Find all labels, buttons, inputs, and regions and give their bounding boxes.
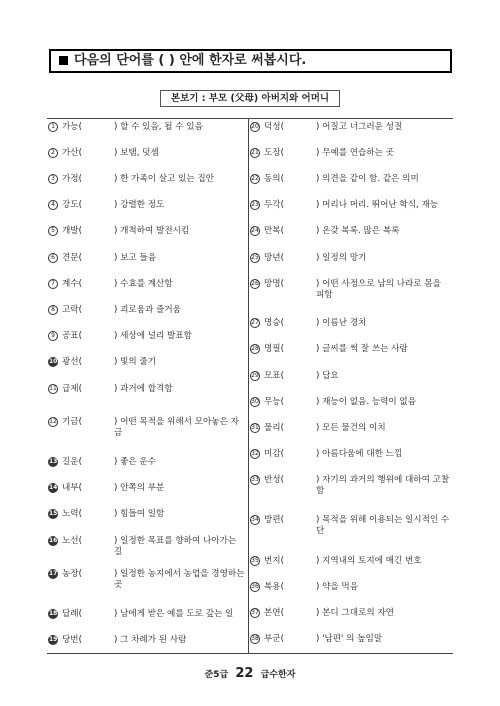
circled-number-icon: 25 xyxy=(251,254,259,261)
item-number xyxy=(250,608,263,619)
item-word: 덕성( xyxy=(264,122,284,132)
footer-level: 준5급 xyxy=(204,670,229,680)
column-divider xyxy=(248,118,249,653)
item-number xyxy=(48,609,61,620)
item-word: 본연( xyxy=(264,608,284,618)
item-number xyxy=(250,371,263,382)
item-number xyxy=(48,174,61,185)
item-word: 명승( xyxy=(264,318,284,328)
item-meaning: ) 어떤 목적을 위해서 모아놓은 자금 xyxy=(114,417,239,438)
item-word: 만복( xyxy=(264,226,284,236)
item-number xyxy=(48,279,61,290)
item-meaning: ) 빛의 줄기 xyxy=(114,357,157,367)
circled-number-icon: 22 xyxy=(251,175,259,182)
item-meaning: ) 머리나 머리. 뛰어난 학식, 재능 xyxy=(316,200,439,210)
item-word: 모표( xyxy=(264,371,284,381)
item-number xyxy=(48,357,61,368)
circled-number-icon: 15 xyxy=(49,510,58,517)
item-meaning: ) 남에게 받은 예를 도로 갚는 일 xyxy=(114,609,234,619)
circled-number-icon: 36 xyxy=(251,583,259,590)
item-number xyxy=(250,122,263,133)
item-meaning: ) 본디 그대로의 자연 xyxy=(316,608,394,618)
item-word: 농장( xyxy=(62,569,82,579)
circled-number-icon: 38 xyxy=(251,635,259,642)
item-word: 동의( xyxy=(264,174,284,184)
item-word: 가정( xyxy=(62,174,82,184)
circled-number-icon: 12 xyxy=(49,418,57,425)
circled-number-icon: 16 xyxy=(49,537,58,544)
item-meaning: ) 자기의 과거의 행위에 대하여 고찰함 xyxy=(316,475,450,496)
item-meaning: ) 할 수 있음, 될 수 있음 xyxy=(114,122,203,132)
item-meaning: ) 일정의 망기 xyxy=(316,253,367,263)
item-word: 망명( xyxy=(264,279,284,289)
item-number xyxy=(48,200,61,211)
page-footer xyxy=(0,666,500,681)
item-word: 가산( xyxy=(62,148,82,158)
circled-number-icon: 27 xyxy=(251,319,259,326)
item-number xyxy=(250,148,263,159)
circled-number-icon: 4 xyxy=(48,200,58,210)
item-number xyxy=(250,174,263,185)
item-word: 길운( xyxy=(62,457,82,467)
item-meaning: ) 안쪽의 부분 xyxy=(114,483,165,493)
circled-number-icon: 5 xyxy=(48,226,58,236)
item-meaning: ) 어질고 너그러운 성질 xyxy=(316,122,403,132)
item-number xyxy=(250,449,263,460)
circled-number-icon: 3 xyxy=(48,174,58,184)
circled-number-icon: 14 xyxy=(49,484,58,491)
item-word: 반성( xyxy=(264,475,284,485)
item-word: 견문( xyxy=(62,253,82,263)
example-box: 본보기 : 부모 (父母) 아버지와 어머니 xyxy=(160,90,340,107)
item-meaning: ) 세상에 널리 발표함 xyxy=(114,331,192,341)
circled-number-icon: 37 xyxy=(251,609,259,616)
item-word: 고락( xyxy=(62,305,82,315)
item-meaning: ) 어떤 사정으로 남의 나라로 몸을 피함 xyxy=(316,279,441,300)
item-number xyxy=(48,331,61,342)
item-meaning: ) 좋은 운수 xyxy=(114,457,157,467)
item-meaning: ) 모든 물건의 이치 xyxy=(316,423,386,433)
item-number xyxy=(48,122,61,133)
item-meaning: ) 강렬한 정도 xyxy=(114,200,165,210)
circled-number-icon: 26 xyxy=(251,280,259,287)
item-number xyxy=(48,417,61,428)
item-meaning: ) 약을 먹음 xyxy=(316,582,359,592)
item-word: 기금( xyxy=(62,417,82,427)
circled-number-icon: 23 xyxy=(251,201,259,208)
item-number xyxy=(250,344,263,355)
item-word: 두각( xyxy=(264,200,284,210)
circled-number-icon: 1 xyxy=(48,122,58,132)
item-number xyxy=(48,635,61,646)
instruction-title xyxy=(49,49,452,73)
item-word: 도장( xyxy=(264,148,284,158)
item-word: 물리( xyxy=(264,423,284,433)
item-number xyxy=(250,226,263,237)
item-meaning: ) 힘들여 일함 xyxy=(114,509,165,519)
circled-number-icon: 17 xyxy=(49,570,58,577)
item-word: 방편( xyxy=(264,515,284,525)
circled-number-icon: 24 xyxy=(251,227,259,234)
item-number xyxy=(48,483,61,494)
item-number xyxy=(48,457,61,468)
circled-number-icon: 21 xyxy=(251,149,259,156)
item-number xyxy=(250,397,263,408)
circled-number-icon: 20 xyxy=(251,123,259,130)
item-word: 답례( xyxy=(62,609,82,619)
item-word: 급제( xyxy=(62,384,82,394)
item-word: 노력( xyxy=(62,509,82,519)
item-meaning: ) 답요 xyxy=(316,371,339,381)
item-meaning: ) 무예를 연습하는 곳 xyxy=(316,148,394,158)
item-word: 무능( xyxy=(264,397,284,407)
circled-number-icon: 32 xyxy=(251,450,259,457)
item-word: 노선( xyxy=(62,536,82,546)
item-meaning: ) 이름난 경치 xyxy=(316,318,367,328)
item-word: 명필( xyxy=(264,344,284,354)
circled-number-icon: 33 xyxy=(251,476,259,483)
item-meaning: ) 재능이 없음. 능력이 없음 xyxy=(316,397,417,407)
item-meaning: ) 글씨를 썩 잘 쓰는 사람 xyxy=(316,344,408,354)
item-word: 개발( xyxy=(62,226,82,236)
item-word: 광선( xyxy=(62,357,82,367)
item-number xyxy=(48,384,61,395)
item-meaning: ) 아름다움에 대한 느낌 xyxy=(316,449,403,459)
circled-number-icon: 29 xyxy=(251,372,259,379)
item-number xyxy=(250,582,263,593)
item-word: 계수( xyxy=(62,279,82,289)
circled-number-icon: 18 xyxy=(49,610,58,617)
circled-number-icon: 19 xyxy=(49,636,58,643)
item-meaning: ) 보탬, 덧셈 xyxy=(114,148,159,158)
item-meaning: ) 일정한 농지에서 농업을 경영하는 곳 xyxy=(114,569,245,590)
item-number xyxy=(48,569,61,580)
circled-number-icon: 10 xyxy=(49,358,58,365)
circled-number-icon: 7 xyxy=(48,279,58,289)
item-meaning: ) 괴로움과 즐거움 xyxy=(114,305,181,315)
item-meaning: ) 보고 들음 xyxy=(114,253,157,263)
item-meaning: ) 과거에 합격함 xyxy=(114,384,173,394)
page-number: 22 xyxy=(235,666,254,681)
circled-number-icon: 11 xyxy=(49,385,57,392)
item-number xyxy=(250,423,263,434)
circled-number-icon: 8 xyxy=(48,305,58,315)
circled-number-icon: 31 xyxy=(251,424,259,431)
item-number xyxy=(250,634,263,645)
instruction-text: 다음의 단어를 ( ) 안에 한자로 써봅시다. xyxy=(74,53,307,68)
item-word: 강도( xyxy=(62,200,82,210)
circled-number-icon: 2 xyxy=(48,148,58,158)
item-word: 미감( xyxy=(264,449,284,459)
footer-subject: 급수한자 xyxy=(260,670,296,680)
circled-number-icon: 13 xyxy=(49,458,58,465)
item-number xyxy=(250,279,263,290)
circled-number-icon: 9 xyxy=(48,331,58,341)
circled-number-icon: 34 xyxy=(251,516,259,523)
item-number xyxy=(250,556,263,567)
item-meaning: ) 한 가족이 살고 있는 집안 xyxy=(114,174,215,184)
item-number xyxy=(48,305,61,316)
item-word: 번지( xyxy=(264,556,284,566)
item-number xyxy=(250,515,263,526)
item-word: 공표( xyxy=(62,331,82,341)
item-meaning: ) 의견을 같이 함. 같은 의미 xyxy=(316,174,419,184)
item-meaning: ) 수효를 계산함 xyxy=(114,279,173,289)
item-number xyxy=(250,200,263,211)
item-number xyxy=(48,253,61,264)
item-word: 가능( xyxy=(62,122,82,132)
item-word: 부군( xyxy=(264,634,284,644)
square-bullet-icon xyxy=(59,56,68,65)
circled-number-icon: 35 xyxy=(251,557,259,564)
item-meaning: ) 지역내의 토지에 매긴 번호 xyxy=(316,556,422,566)
item-number xyxy=(250,475,263,486)
item-word: 망년( xyxy=(264,253,284,263)
item-word: 당번( xyxy=(62,635,82,645)
item-meaning: ) 목적을 위해 이용되는 일시적인 수단 xyxy=(316,515,450,536)
circled-number-icon: 28 xyxy=(251,345,259,352)
item-meaning: ) 온갖 복록. 많은 복록 xyxy=(316,226,400,236)
item-number xyxy=(250,318,263,329)
circled-number-icon: 30 xyxy=(251,398,259,405)
item-word: 복용( xyxy=(264,582,284,592)
item-number xyxy=(250,253,263,264)
item-number xyxy=(48,509,61,520)
item-meaning: ) 일정한 목표를 향하여 나아가는 길 xyxy=(114,536,237,557)
item-meaning: ) 그 차례가 된 사람 xyxy=(114,635,187,645)
item-word: 내부( xyxy=(62,483,82,493)
item-meaning: ) '남편' 의 높임말 xyxy=(316,634,383,644)
item-meaning: ) 개척하여 발전시킴 xyxy=(114,226,190,236)
circled-number-icon: 6 xyxy=(48,253,58,263)
item-number xyxy=(48,226,61,237)
item-number xyxy=(48,148,61,159)
item-number xyxy=(48,536,61,547)
